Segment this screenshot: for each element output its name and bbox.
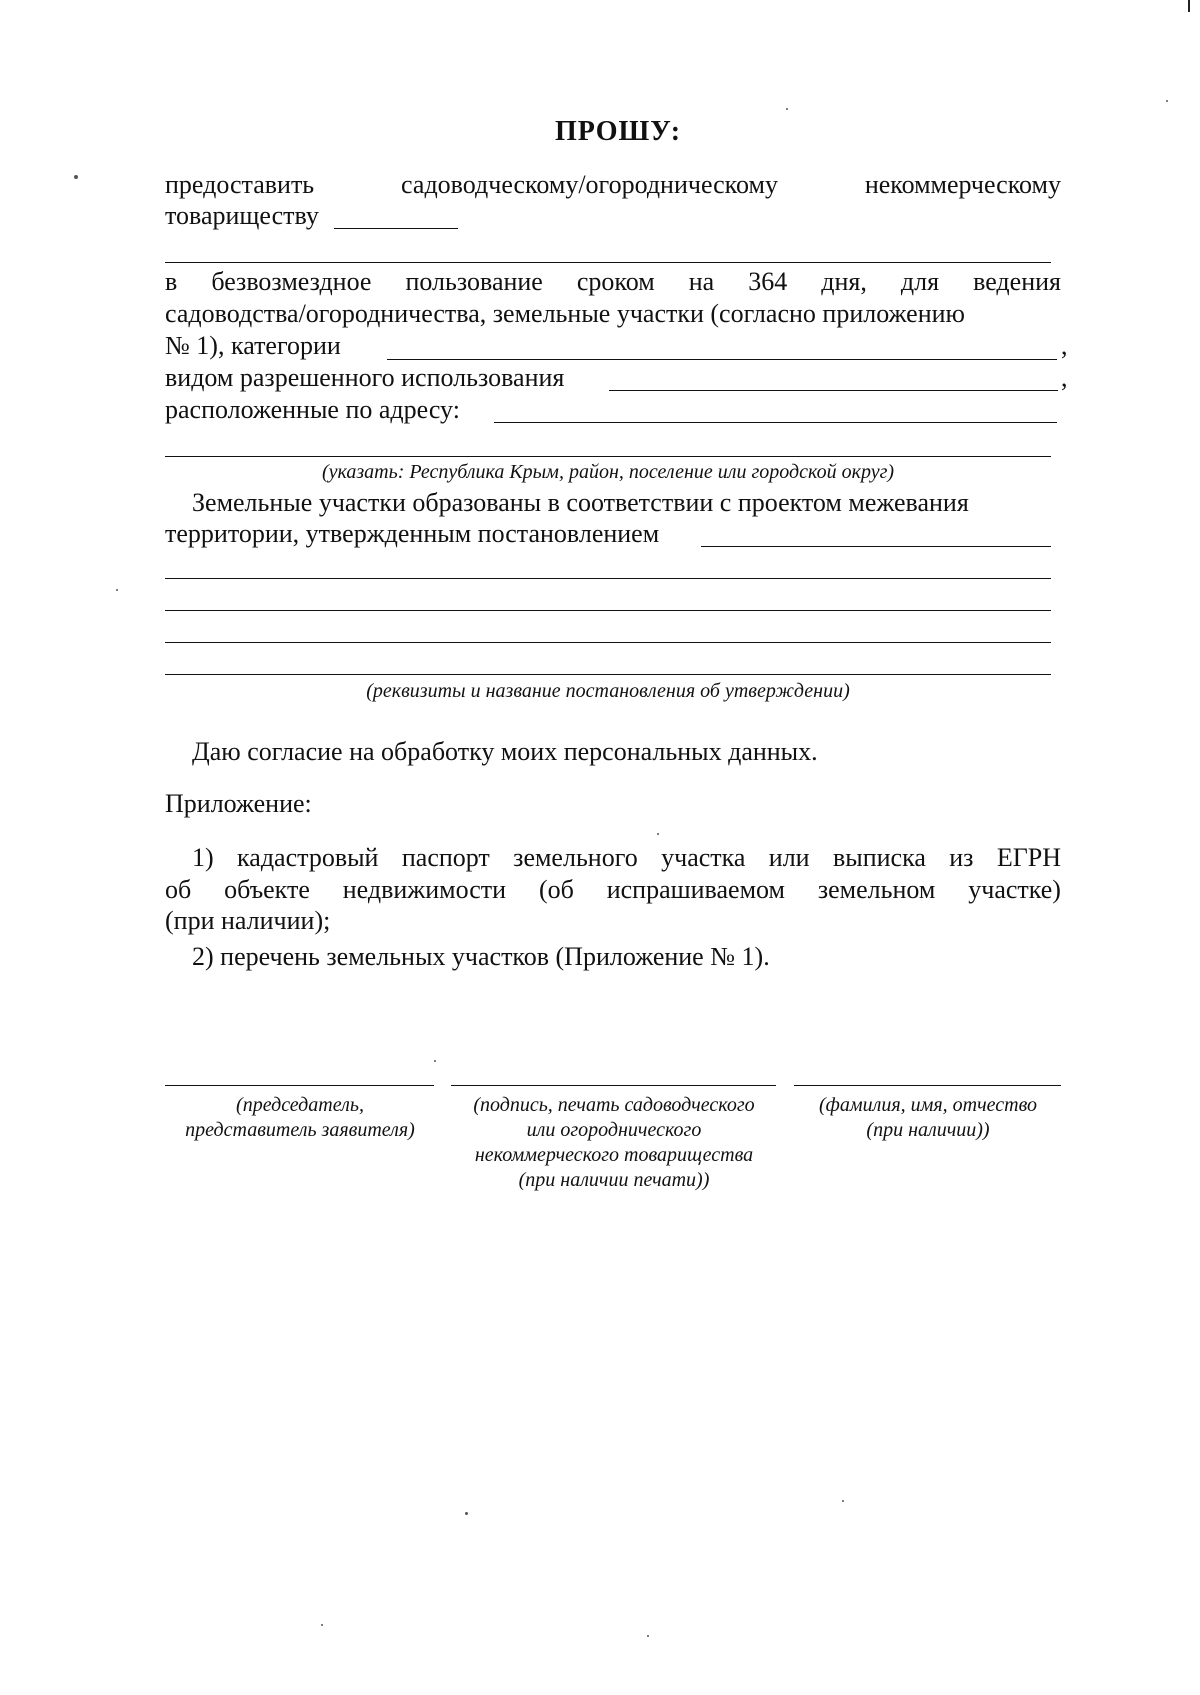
request-line-1 — [165, 170, 1061, 200]
address-caption: (указать: Республика Крым, район, поселение или городской округ) — [321, 461, 895, 483]
request-line-2 — [165, 267, 1061, 297]
request-word: ведения — [973, 267, 1061, 296]
attachment-word: об — [165, 875, 192, 904]
scan-speck — [74, 175, 78, 179]
request-word: безвозмездное — [211, 267, 372, 296]
scan-speck — [116, 589, 118, 591]
decree-field-line[interactable] — [165, 610, 1051, 611]
address-field[interactable] — [494, 422, 1057, 423]
attachment-word: или — [768, 843, 810, 872]
address-field-cont[interactable] — [165, 456, 1051, 457]
attachment-item-2: 2) перечень земельных участков (Приложение № 1). — [192, 942, 770, 971]
category-field[interactable] — [387, 359, 1057, 360]
attachment-word: 1) — [192, 843, 214, 872]
request-word: садоводческому/огородническому — [401, 170, 778, 199]
request-word: дня, — [821, 267, 867, 296]
signature-caption-seal — [446, 1093, 782, 1193]
scan-speck — [1166, 100, 1168, 102]
decree-field-line[interactable] — [165, 674, 1051, 675]
signature-line-chairman[interactable] — [165, 1085, 434, 1086]
caption-line: некоммерческого товарищества — [474, 1144, 754, 1166]
permitted-use-label: видом разрешенного использования — [165, 363, 565, 392]
attachment-word: ЕГРН — [996, 843, 1061, 872]
attachment-word: участке) — [968, 875, 1061, 904]
attachment-word: земельном — [817, 875, 936, 904]
caption-line: (фамилия, имя, отчество — [818, 1094, 1038, 1116]
scan-speck — [434, 1060, 436, 1062]
signature-line-seal[interactable] — [451, 1085, 776, 1086]
caption-line: (при наличии)) — [866, 1119, 990, 1141]
attachment-word: выписка — [832, 843, 926, 872]
caption-line: или огороднического — [526, 1119, 702, 1141]
signature-caption-chairman — [160, 1093, 440, 1143]
request-word: в — [165, 267, 178, 296]
scan-speck — [786, 108, 788, 110]
request-word: некоммерческому — [864, 170, 1061, 199]
request-word: 364 — [748, 267, 788, 296]
request-word: на — [688, 267, 715, 296]
decree-field-line[interactable] — [165, 642, 1051, 643]
attachment-item-1-line-2 — [165, 875, 1061, 905]
permitted-use-field[interactable] — [609, 390, 1058, 391]
caption-line: (председатель, — [236, 1094, 364, 1116]
attachment-word: земельного — [513, 843, 638, 872]
attachment-word: участка — [661, 843, 746, 872]
attachment-item-1-line-3: (при наличии); — [165, 906, 331, 935]
attachment-word: (об — [538, 875, 574, 904]
scan-speck — [657, 833, 659, 835]
decree-field[interactable] — [701, 546, 1051, 547]
request-word: для — [900, 267, 940, 296]
partnership-label: товариществу — [165, 201, 319, 230]
request-word: пользование — [405, 267, 543, 296]
caption-line: (подпись, печать садоводческого — [473, 1094, 755, 1116]
attachments-title: Приложение: — [165, 789, 312, 818]
decree-caption: (реквизиты и название постановления об утверждении) — [366, 680, 850, 702]
scan-speck — [321, 1624, 323, 1626]
attachment-word: паспорт — [401, 843, 490, 872]
page-title: ПРОШУ: — [554, 116, 682, 147]
partnership-name-field-cont[interactable] — [165, 262, 1051, 263]
caption-line: представитель заявителя) — [185, 1119, 415, 1141]
attachment-word: из — [949, 843, 974, 872]
scan-speck — [465, 1512, 468, 1515]
scan-edge-mark — [1188, 0, 1190, 12]
signature-caption-name — [792, 1093, 1064, 1143]
category-label: № 1), категории — [165, 331, 341, 360]
scan-speck — [647, 1635, 649, 1637]
signature-line-name[interactable] — [794, 1085, 1061, 1086]
address-label: расположенные по адресу: — [165, 395, 460, 424]
decree-field-line[interactable] — [165, 578, 1051, 579]
survey-line-1: Земельные участки образованы в соответствии с проектом межевания — [192, 488, 969, 517]
caption-line: (при наличии печати)) — [518, 1169, 710, 1191]
comma: , — [1061, 331, 1068, 360]
comma: , — [1061, 363, 1068, 392]
partnership-name-field[interactable] — [334, 228, 458, 229]
request-word: предоставить — [165, 170, 315, 199]
scan-speck — [842, 1500, 844, 1502]
request-word: сроком — [576, 267, 655, 296]
attachment-item-1-line-1 — [192, 843, 1061, 873]
attachment-word: кадастровый — [237, 843, 379, 872]
request-line-3: садоводства/огородничества, земельные участки (согласно приложению — [165, 299, 965, 328]
attachment-word: объекте — [224, 875, 310, 904]
attachment-word: испрашиваемом — [606, 875, 785, 904]
attachment-word: недвижимости — [342, 875, 507, 904]
consent-text: Даю согласие на обработку моих персональных данных. — [192, 737, 818, 766]
survey-line-2: территории, утвержденным постановлением — [165, 519, 660, 548]
